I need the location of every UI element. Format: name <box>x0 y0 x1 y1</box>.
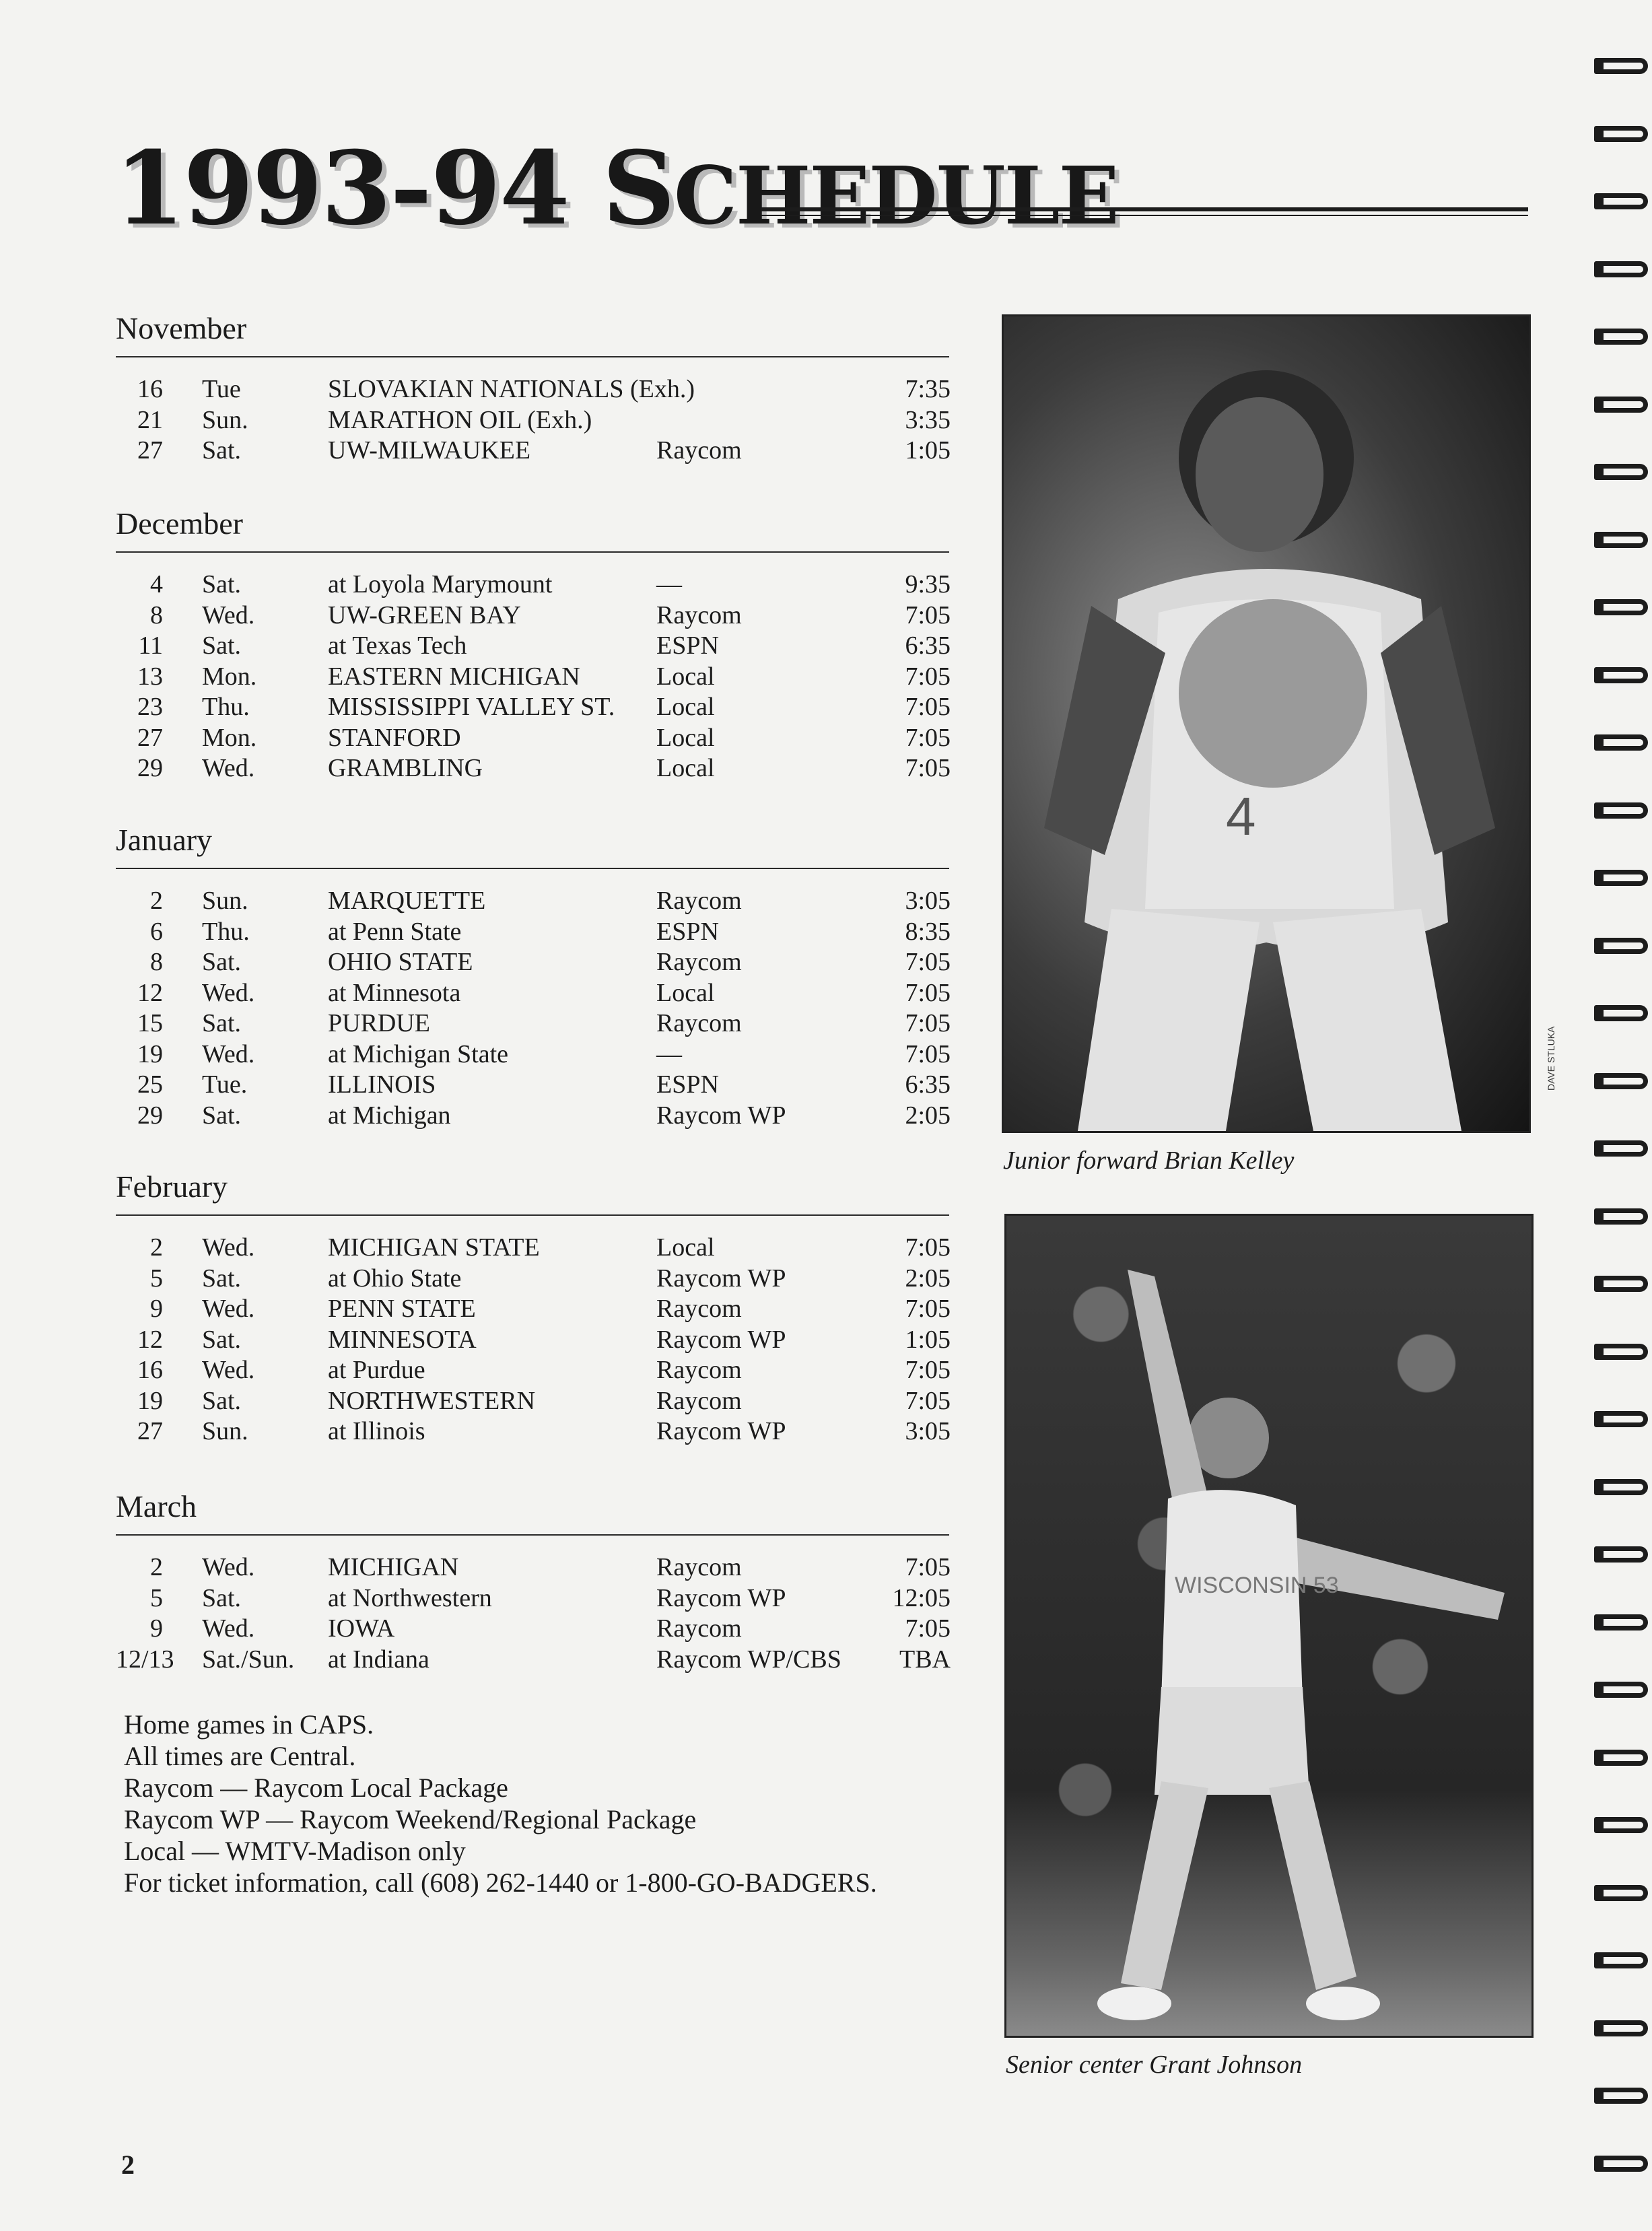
spiral-ring <box>1594 1881 1652 1908</box>
spiral-ring <box>1594 866 1652 893</box>
game-opponent: MISSISSIPPI VALLEY ST. <box>328 693 615 721</box>
game-day: Wed. <box>202 978 255 1007</box>
game-day: Sat. <box>202 1009 242 1037</box>
game-opponent: UW-GREEN BAY <box>328 600 521 629</box>
spiral-ring <box>1594 730 1652 757</box>
spiral-ring <box>1594 1340 1652 1367</box>
game-day: Sat. <box>202 1101 242 1130</box>
game-row <box>116 691 951 722</box>
title-rule <box>761 207 1528 216</box>
game-date: 12 <box>137 978 163 1007</box>
game-tv: ESPN <box>656 1070 719 1099</box>
game-day: Tue. <box>202 1070 248 1099</box>
spiral-ring <box>1594 2016 1652 2043</box>
game-opponent: PURDUE <box>328 1009 431 1037</box>
game-day: Sun. <box>202 887 248 915</box>
game-time: 7:05 <box>905 1233 951 1262</box>
game-row <box>116 1069 951 1100</box>
game-day: Thu. <box>202 917 250 946</box>
spiral-ring <box>1594 257 1652 284</box>
game-row <box>116 1232 951 1263</box>
spiral-ring <box>1594 1407 1652 1434</box>
spiral-ring <box>1594 1610 1652 1637</box>
game-opponent: at Texas Tech <box>328 631 467 660</box>
game-row <box>116 1100 951 1131</box>
game-row <box>116 405 951 436</box>
game-opponent: at Loyola Marymount <box>328 570 553 598</box>
spiral-ring <box>1594 1475 1652 1502</box>
game-day: Mon. <box>202 723 257 752</box>
game-day: Wed. <box>202 754 255 782</box>
game-row <box>116 600 951 631</box>
game-tv: Local <box>656 754 715 782</box>
game-date: 6 <box>150 917 163 946</box>
game-row <box>116 1263 951 1294</box>
game-day: Sat. <box>202 1583 242 1612</box>
game-row <box>116 1039 951 1070</box>
page-number: 2 <box>121 2150 135 2180</box>
game-time: 12:05 <box>892 1583 951 1612</box>
game-date: 4 <box>150 570 163 598</box>
spiral-ring <box>1594 1001 1652 1028</box>
game-time: 3:35 <box>905 405 951 434</box>
game-date: 9 <box>150 1614 163 1643</box>
month-heading: November <box>116 313 949 357</box>
game-tv: Raycom WP/CBS <box>656 1645 841 1674</box>
game-time: 9:35 <box>905 570 951 598</box>
photo-grant-johnson <box>1004 1214 1534 2038</box>
game-date: 19 <box>137 1386 163 1415</box>
game-row <box>116 1552 951 1583</box>
spiral-ring <box>1594 460 1652 487</box>
spiral-ring <box>1594 1813 1652 1840</box>
game-opponent: MARATHON OIL (Exh.) <box>328 405 592 434</box>
game-opponent: MINNESOTA <box>328 1325 477 1354</box>
game-tv: Raycom <box>656 1356 742 1384</box>
game-tv: Raycom <box>656 948 742 976</box>
month-heading: March <box>116 1491 949 1536</box>
spiral-ring <box>1594 122 1652 149</box>
game-date: 5 <box>150 1264 163 1293</box>
spiral-ring <box>1594 392 1652 419</box>
game-tv: Raycom <box>656 1295 742 1323</box>
game-time: 7:05 <box>905 693 951 721</box>
game-row <box>116 1385 951 1416</box>
game-tv: Raycom WP <box>656 1583 786 1612</box>
game-opponent: at Michigan <box>328 1101 451 1130</box>
game-time: 7:05 <box>905 1295 951 1323</box>
game-opponent: MICHIGAN <box>328 1553 459 1581</box>
game-time: 7:05 <box>905 600 951 629</box>
game-tv: Raycom <box>656 887 742 915</box>
photo-credit: DAVE STLUKA <box>1546 1026 1556 1091</box>
game-tv: Raycom <box>656 1386 742 1415</box>
game-date: 29 <box>137 1101 163 1130</box>
game-date: 8 <box>150 600 163 629</box>
spiral-ring <box>1594 1136 1652 1163</box>
spiral-ring <box>1594 528 1652 555</box>
game-date: 25 <box>137 1070 163 1099</box>
schedule-notes <box>124 1709 877 1898</box>
game-tv: Raycom <box>656 436 742 465</box>
game-row <box>116 1416 951 1447</box>
game-time: 6:35 <box>905 1070 951 1099</box>
game-tv: ESPN <box>656 917 719 946</box>
note-line: Raycom WP — Raycom Weekend/Regional Package <box>124 1804 697 1834</box>
game-day: Sun. <box>202 405 248 434</box>
spiral-ring <box>1594 2152 1652 2178</box>
game-opponent: OHIO STATE <box>328 948 473 976</box>
game-date: 16 <box>137 375 163 403</box>
page-title: 1993-94 SCHEDULE <box>114 129 1118 248</box>
game-opponent: at Ohio State <box>328 1264 462 1293</box>
game-time: 7:05 <box>905 1039 951 1068</box>
game-tv: Raycom <box>656 1614 742 1643</box>
game-row <box>116 630 951 661</box>
game-tv: ESPN <box>656 631 719 660</box>
game-day: Sat. <box>202 1386 242 1415</box>
game-tv: Local <box>656 1233 715 1262</box>
game-tv: — <box>656 1039 682 1068</box>
game-day: Thu. <box>202 693 250 721</box>
spiral-ring <box>1594 595 1652 622</box>
game-date: 27 <box>137 1417 163 1445</box>
spiral-ring <box>1594 1948 1652 1975</box>
game-day: Wed. <box>202 1039 255 1068</box>
note-line: All times are Central. <box>124 1741 356 1771</box>
game-day: Sat. <box>202 570 242 598</box>
game-day: Wed. <box>202 1295 255 1323</box>
spiral-ring <box>1594 1542 1652 1569</box>
game-time: 7:05 <box>905 1553 951 1581</box>
game-time: 1:05 <box>905 1325 951 1354</box>
game-day: Mon. <box>202 662 257 691</box>
game-day: Wed. <box>202 1233 255 1262</box>
game-date: 27 <box>137 436 163 465</box>
spiral-ring <box>1594 54 1652 81</box>
spiral-ring <box>1594 934 1652 961</box>
game-date: 19 <box>137 1039 163 1068</box>
game-time: 2:05 <box>905 1101 951 1130</box>
spiral-ring <box>1594 1272 1652 1299</box>
game-tv: Raycom WP <box>656 1264 786 1293</box>
game-time: 7:05 <box>905 662 951 691</box>
game-date: 2 <box>150 1233 163 1262</box>
photo-caption: Junior forward Brian Kelley <box>1003 1146 1295 1175</box>
game-opponent: IOWA <box>328 1614 395 1643</box>
game-opponent: NORTHWESTERN <box>328 1386 536 1415</box>
game-time: 6:35 <box>905 631 951 660</box>
game-time: 7:05 <box>905 948 951 976</box>
game-tv: Local <box>656 662 715 691</box>
game-opponent: UW-MILWAUKEE <box>328 436 531 465</box>
game-opponent: at Purdue <box>328 1356 425 1384</box>
game-time: 7:05 <box>905 723 951 752</box>
spiral-ring <box>1594 663 1652 690</box>
game-opponent: at Michigan State <box>328 1039 509 1068</box>
game-time: 2:05 <box>905 1264 951 1293</box>
game-date: 16 <box>137 1356 163 1384</box>
game-row <box>116 916 951 947</box>
jersey-number: 4 <box>1226 786 1256 846</box>
spiral-ring <box>1594 1069 1652 1096</box>
game-time: 7:05 <box>905 1356 951 1384</box>
player-silhouette <box>1006 1216 1531 2036</box>
photo-brian-kelley <box>1002 314 1531 1133</box>
game-row <box>116 569 951 600</box>
game-time: 1:05 <box>905 436 951 465</box>
spiral-ring <box>1594 1746 1652 1773</box>
game-row <box>116 1644 951 1675</box>
game-row <box>116 1293 951 1324</box>
game-tv: Raycom <box>656 1009 742 1037</box>
game-row <box>116 753 951 784</box>
game-day: Wed. <box>202 600 255 629</box>
game-opponent: ILLINOIS <box>328 1070 436 1099</box>
game-row <box>116 1583 951 1614</box>
spiral-ring <box>1594 2084 1652 2110</box>
game-row <box>116 977 951 1008</box>
game-date: 12 <box>137 1325 163 1354</box>
game-date: 23 <box>137 693 163 721</box>
game-row <box>116 661 951 692</box>
game-opponent: SLOVAKIAN NATIONALS (Exh.) <box>328 375 695 403</box>
game-tv: Raycom WP <box>656 1101 786 1130</box>
game-day: Sat. <box>202 436 242 465</box>
game-date: 2 <box>150 887 163 915</box>
game-time: 7:05 <box>905 1386 951 1415</box>
game-row <box>116 947 951 977</box>
spiral-ring <box>1594 324 1652 351</box>
game-day: Sun. <box>202 1417 248 1445</box>
game-opponent: at Minnesota <box>328 978 461 1007</box>
game-opponent: at Indiana <box>328 1645 429 1674</box>
game-tv: Raycom <box>656 1553 742 1581</box>
spiral-ring <box>1594 798 1652 825</box>
game-opponent: EASTERN MICHIGAN <box>328 662 580 691</box>
game-row <box>116 1613 951 1644</box>
game-time: 7:05 <box>905 1009 951 1037</box>
game-date: 29 <box>137 754 163 782</box>
game-day: Sat. <box>202 948 242 976</box>
game-date: 2 <box>150 1553 163 1581</box>
game-time: 7:05 <box>905 754 951 782</box>
game-time: 7:05 <box>905 1614 951 1643</box>
game-tv: Raycom <box>656 600 742 629</box>
game-time: 8:35 <box>905 917 951 946</box>
game-date: 12/13 <box>116 1645 174 1674</box>
game-row <box>116 435 951 466</box>
game-date: 21 <box>137 405 163 434</box>
game-tv: Local <box>656 723 715 752</box>
game-day: Wed. <box>202 1614 255 1643</box>
game-day: Wed. <box>202 1356 255 1384</box>
game-date: 8 <box>150 948 163 976</box>
game-tv: — <box>656 570 682 598</box>
game-opponent: at Northwestern <box>328 1583 492 1612</box>
game-row <box>116 885 951 916</box>
game-tv: Raycom WP <box>656 1325 786 1354</box>
game-date: 13 <box>137 662 163 691</box>
note-line: Home games in CAPS. <box>124 1709 374 1740</box>
spiral-ring <box>1594 189 1652 216</box>
game-row <box>116 374 951 405</box>
game-day: Wed. <box>202 1553 255 1581</box>
game-date: 11 <box>138 631 163 660</box>
game-date: 15 <box>137 1009 163 1037</box>
game-row <box>116 722 951 753</box>
game-opponent: PENN STATE <box>328 1295 476 1323</box>
game-opponent: at Illinois <box>328 1417 425 1445</box>
game-opponent: at Penn State <box>328 917 462 946</box>
game-time: 3:05 <box>905 1417 951 1445</box>
photo-caption: Senior center Grant Johnson <box>1006 2051 1303 2079</box>
player-silhouette <box>1004 316 1529 1131</box>
game-day: Sat. <box>202 631 242 660</box>
jersey-text: WISCONSIN 53 <box>1175 1573 1339 1598</box>
game-opponent: MARQUETTE <box>328 887 486 915</box>
month-heading: January <box>116 825 949 869</box>
game-time: 7:35 <box>905 375 951 403</box>
game-time: 3:05 <box>905 887 951 915</box>
spiral-ring <box>1594 1204 1652 1231</box>
note-line: Local — WMTV-Madison only <box>124 1836 466 1866</box>
month-heading: February <box>116 1171 949 1216</box>
game-row <box>116 1354 951 1385</box>
game-row <box>116 1008 951 1039</box>
game-opponent: STANFORD <box>328 723 461 752</box>
game-row <box>116 1324 951 1355</box>
game-time: TBA <box>899 1645 951 1674</box>
game-date: 5 <box>150 1583 163 1612</box>
game-day: Tue <box>202 375 241 403</box>
game-date: 27 <box>137 723 163 752</box>
game-day: Sat. <box>202 1325 242 1354</box>
game-date: 9 <box>150 1295 163 1323</box>
month-heading: December <box>116 508 949 553</box>
note-line: Raycom — Raycom Local Package <box>124 1773 508 1803</box>
game-tv: Local <box>656 978 715 1007</box>
note-line: For ticket information, call (608) 262-1440 or 1-800-GO-BADGERS. <box>124 1867 877 1898</box>
game-tv: Local <box>656 693 715 721</box>
game-opponent: GRAMBLING <box>328 754 483 782</box>
game-opponent: MICHIGAN STATE <box>328 1233 540 1262</box>
game-tv: Raycom WP <box>656 1417 786 1445</box>
game-time: 7:05 <box>905 978 951 1007</box>
spiral-ring <box>1594 1678 1652 1705</box>
game-day: Sat. <box>202 1264 242 1293</box>
game-day: Sat./Sun. <box>202 1645 295 1674</box>
